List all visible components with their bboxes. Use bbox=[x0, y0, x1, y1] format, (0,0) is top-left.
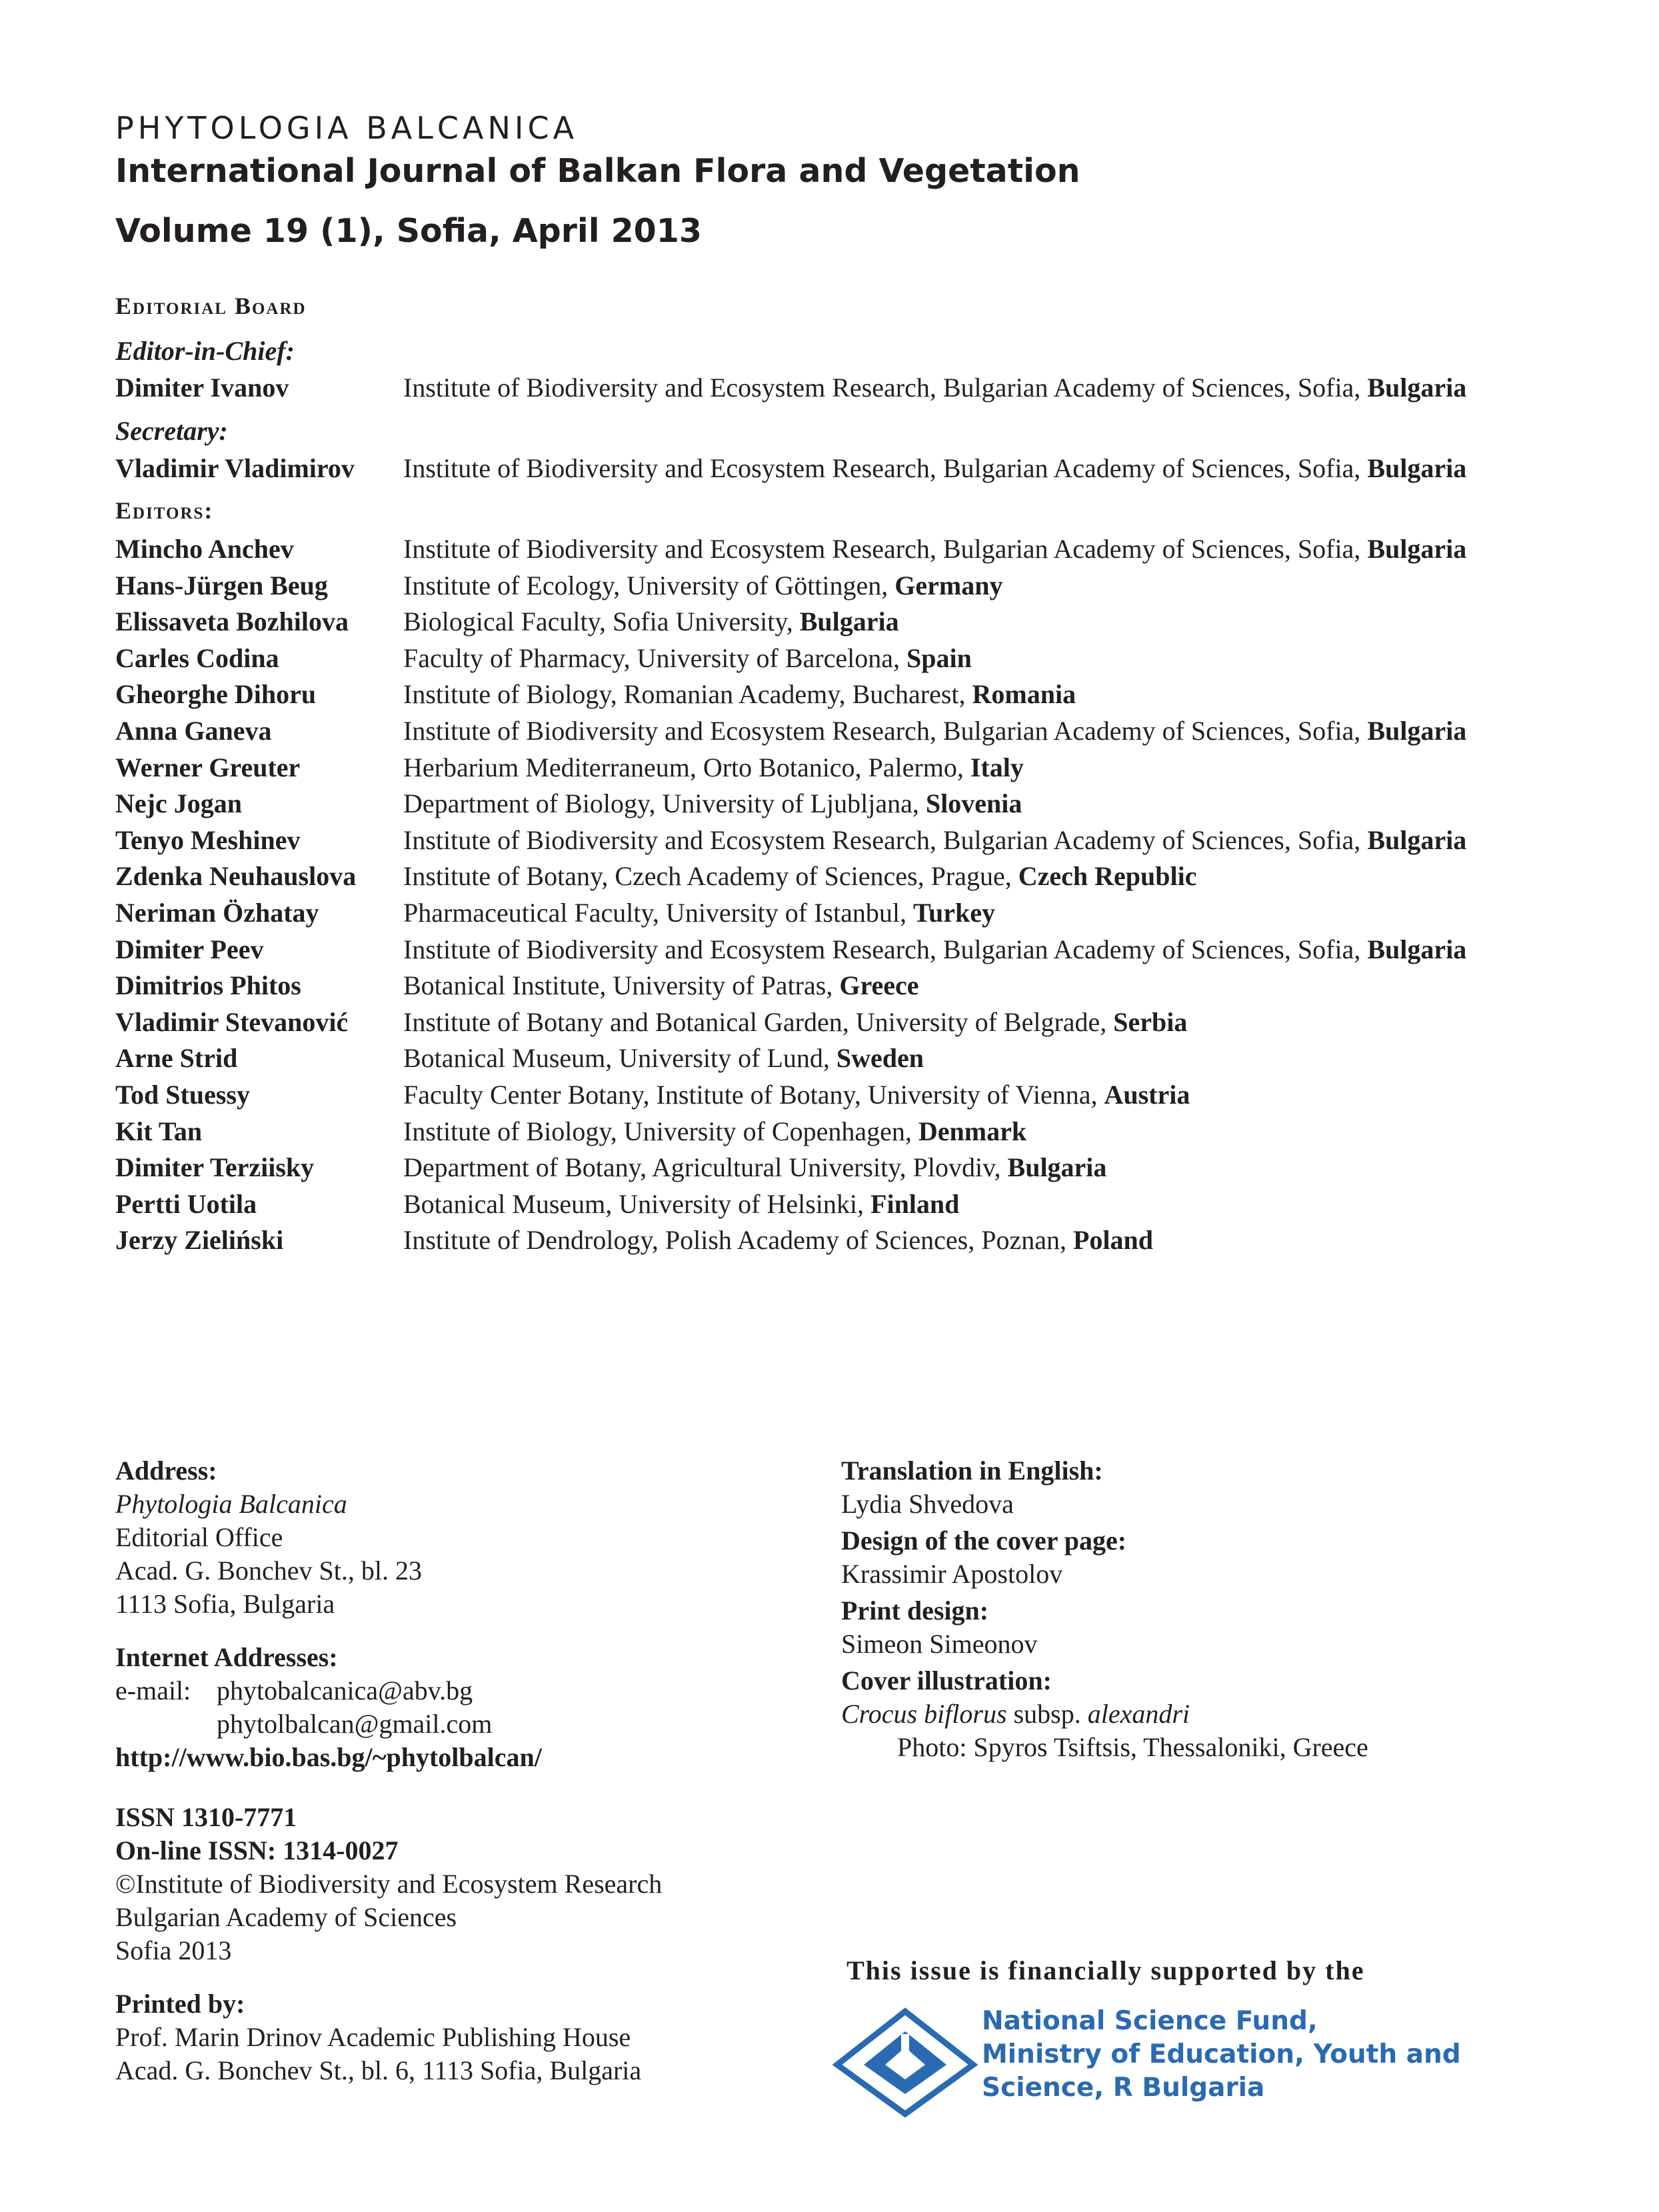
translation-title: Translation in English: bbox=[841, 1456, 1103, 1486]
person-affiliation: Institute of Botany and Botanical Garden, University of Belgrade, Serbia bbox=[403, 1007, 1188, 1037]
address-line: Editorial Office bbox=[115, 1522, 283, 1552]
person-country: Greece bbox=[839, 970, 919, 1000]
person-country: Poland bbox=[1073, 1225, 1154, 1255]
editor-row bbox=[115, 715, 1582, 748]
person-affiliation: Faculty Center Botany, Institute of Botany, University of Vienna, Austria bbox=[403, 1080, 1190, 1110]
person-country: Bulgaria bbox=[1367, 453, 1467, 483]
address-line: Acad. G. Bonchev St., bl. 23 bbox=[115, 1556, 422, 1586]
person-name: Dimiter Peev bbox=[115, 934, 264, 964]
logo-text-line: Ministry of Education, Youth and bbox=[982, 2039, 1461, 2069]
editor-row bbox=[115, 570, 1582, 603]
editor-row bbox=[115, 970, 1582, 1003]
email-link[interactable]: phytobalcanica@abv.bg bbox=[217, 1675, 473, 1705]
person-country: Germany bbox=[894, 570, 1003, 600]
person-name: Gheorghe Dihoru bbox=[115, 679, 317, 709]
person-affiliation: Herbarium Mediterraneum, Orto Botanico, Palermo, Italy bbox=[403, 752, 1024, 782]
person-affiliation: Institute of Dendrology, Polish Academy of Sciences, Poznan, Poland bbox=[403, 1225, 1154, 1255]
person-name: Tenyo Meshinev bbox=[115, 825, 301, 855]
journal-subtitle: International Journal of Balkan Flora and Vegetation bbox=[115, 152, 1080, 190]
person-name: Werner Greuter bbox=[115, 752, 301, 782]
person-name: Vladimir Stevanović bbox=[115, 1007, 349, 1037]
email-label: e-mail: bbox=[115, 1675, 191, 1705]
person-country: Romania bbox=[972, 679, 1076, 709]
print-design-name: Simeon Simeonov bbox=[841, 1629, 1038, 1659]
person-country: Bulgaria bbox=[1367, 825, 1467, 855]
person-country: Bulgaria bbox=[799, 606, 899, 636]
editor-row bbox=[115, 533, 1582, 566]
person-country: Bulgaria bbox=[1367, 373, 1467, 403]
editor-row bbox=[115, 1224, 1582, 1258]
person-country: Italy bbox=[970, 752, 1024, 782]
print-design-title: Print design: bbox=[841, 1596, 989, 1626]
person-affiliation: Institute of Biology, Romanian Academy, Bucharest, Romania bbox=[403, 679, 1076, 709]
person-country: Bulgaria bbox=[1367, 716, 1467, 746]
journal-title: PHYTOLOGIA BALCANICA bbox=[115, 110, 579, 146]
printed-by-title: Printed by: bbox=[115, 1989, 245, 2019]
person-country: Sweden bbox=[836, 1043, 924, 1073]
cover-design-name: Krassimir Apostolov bbox=[841, 1559, 1063, 1589]
person-country: Denmark bbox=[918, 1116, 1027, 1146]
printer-line: Prof. Marin Drinov Academic Publishing House bbox=[115, 2022, 631, 2052]
printer-line: Acad. G. Bonchev St., bl. 6, 1113 Sofia, Bulgaria bbox=[115, 2055, 642, 2085]
person-affiliation: Pharmaceutical Faculty, University of Istanbul, Turkey bbox=[403, 898, 995, 928]
support-statement: This issue is financially supported by the bbox=[846, 1955, 1365, 1985]
person-affiliation: Institute of Biology, University of Copenhagen, Denmark bbox=[403, 1116, 1027, 1146]
person-name: Pertti Uotila bbox=[115, 1189, 257, 1219]
editor-row bbox=[115, 606, 1582, 639]
copyright-line: Bulgarian Academy of Sciences bbox=[115, 1902, 457, 1932]
person-country: Serbia bbox=[1113, 1007, 1188, 1037]
person-affiliation: Faculty of Pharmacy, University of Barcelona, Spain bbox=[403, 643, 972, 673]
logo-text-line: Science, R Bulgaria bbox=[982, 2073, 1265, 2103]
person-name: Tod Stuessy bbox=[115, 1080, 250, 1110]
editor-row bbox=[115, 678, 1582, 712]
person-affiliation: Institute of Ecology, University of Göttingen, Germany bbox=[403, 570, 1003, 600]
editor-row bbox=[115, 752, 1582, 785]
editor-row bbox=[115, 934, 1582, 967]
person-country: Bulgaria bbox=[1367, 534, 1467, 564]
person-name: Jerzy Zieliński bbox=[115, 1225, 284, 1255]
editor-row bbox=[115, 1152, 1582, 1185]
person-affiliation: Biological Faculty, Sofia University, Bulgaria bbox=[403, 606, 899, 636]
cover-design-title: Design of the cover page: bbox=[841, 1526, 1127, 1556]
person-country: Czech Republic bbox=[1018, 861, 1197, 891]
person-country: Austria bbox=[1104, 1080, 1190, 1110]
address-line: Phytologia Balcanica bbox=[115, 1489, 347, 1519]
cover-illustration-title: Cover illustration: bbox=[841, 1665, 1052, 1695]
person-affiliation: Botanical Museum, University of Helsinki, Finland bbox=[403, 1189, 960, 1219]
issn-print: ISSN 1310-7771 bbox=[115, 1802, 297, 1832]
person-affiliation: Institute of Biodiversity and Ecosystem Research, Bulgarian Academy of Sciences, Sofia, Bulgaria bbox=[403, 453, 1467, 483]
person-affiliation: Botanical Museum, University of Lund, Sweden bbox=[403, 1043, 924, 1073]
person-name: Dimitrios Phitos bbox=[115, 970, 301, 1000]
person-country: Turkey bbox=[912, 898, 995, 928]
person-name: Nejc Jogan bbox=[115, 788, 242, 818]
editor-row bbox=[115, 897, 1582, 930]
person-affiliation: Department of Biology, University of Ljubljana, Slovenia bbox=[403, 788, 1022, 818]
person-affiliation: Institute of Biodiversity and Ecosystem Research, Bulgarian Academy of Sciences, Sofia, Bulgaria bbox=[403, 373, 1467, 403]
person-affiliation: Department of Botany, Agricultural University, Plovdiv, Bulgaria bbox=[403, 1152, 1107, 1182]
nsf-logo-icon bbox=[832, 2006, 978, 2119]
issn-online: On-line ISSN: 1314-0027 bbox=[115, 1835, 399, 1865]
editors-heading: Editors: bbox=[115, 497, 214, 524]
person-country: Bulgaria bbox=[1007, 1152, 1107, 1182]
editor-in-chief-label: Editor-in-Chief: bbox=[115, 336, 295, 366]
chief-row bbox=[115, 372, 1582, 405]
editor-row bbox=[115, 1006, 1582, 1040]
person-affiliation: Institute of Botany, Czech Academy of Sciences, Prague, Czech Republic bbox=[403, 861, 1197, 891]
internet-title: Internet Addresses: bbox=[115, 1642, 338, 1672]
editor-row bbox=[115, 642, 1582, 676]
editor-row bbox=[115, 788, 1582, 821]
person-name: Zdenka Neuhauslova bbox=[115, 861, 357, 891]
secretary-label: Secretary: bbox=[115, 416, 228, 446]
journal-volume: Volume 19 (1), Sofia, April 2013 bbox=[115, 212, 702, 250]
person-name: Arne Strid bbox=[115, 1043, 238, 1073]
person-name: Dimiter Ivanov bbox=[115, 373, 289, 403]
secretary-row bbox=[115, 453, 1582, 486]
person-name: Elissaveta Bozhilova bbox=[115, 606, 349, 636]
editor-row bbox=[115, 1116, 1582, 1149]
person-name: Vladimir Vladimirov bbox=[115, 453, 355, 483]
person-country: Bulgaria bbox=[1367, 934, 1467, 964]
person-name: Kit Tan bbox=[115, 1116, 203, 1146]
email-link[interactable]: phytolbalcan@gmail.com bbox=[217, 1709, 493, 1739]
person-affiliation: Institute of Biodiversity and Ecosystem Research, Bulgarian Academy of Sciences, Sofia, Bulgaria bbox=[403, 825, 1467, 855]
person-affiliation: Institute of Biodiversity and Ecosystem Research, Bulgarian Academy of Sciences, Sofia, Bulgaria bbox=[403, 934, 1467, 964]
editor-row bbox=[115, 860, 1582, 894]
editor-row bbox=[115, 1042, 1582, 1076]
editor-row bbox=[115, 1188, 1582, 1222]
editor-row bbox=[115, 1079, 1582, 1112]
person-name: Carles Codina bbox=[115, 643, 279, 673]
person-affiliation: Botanical Institute, University of Patras, Greece bbox=[403, 970, 919, 1000]
cover-illustration-species: Crocus biflorus subsp. alexandri bbox=[841, 1699, 1190, 1729]
person-name: Neriman Özhatay bbox=[115, 898, 319, 928]
person-affiliation: Institute of Biodiversity and Ecosystem Research, Bulgarian Academy of Sciences, Sofia, Bulgaria bbox=[403, 534, 1467, 564]
person-name: Mincho Anchev bbox=[115, 534, 294, 564]
photo-credit: Photo: Spyros Tsiftsis, Thessaloniki, Greece bbox=[897, 1732, 1368, 1762]
translation-name: Lydia Shvedova bbox=[841, 1489, 1014, 1519]
person-country: Finland bbox=[870, 1189, 960, 1219]
person-name: Anna Ganeva bbox=[115, 716, 272, 746]
copyright-line: ©Institute of Biodiversity and Ecosystem Research bbox=[115, 1869, 663, 1899]
logo-text-line: National Science Fund, bbox=[982, 2006, 1318, 2036]
person-affiliation: Institute of Biodiversity and Ecosystem Research, Bulgarian Academy of Sciences, Sofia, Bulgaria bbox=[403, 716, 1467, 746]
copyright-line: Sofia 2013 bbox=[115, 1935, 232, 1965]
editorial-board-heading: Editorial Board bbox=[115, 293, 307, 319]
editor-row bbox=[115, 824, 1582, 858]
website-link[interactable]: http://www.bio.bas.bg/~phytolbalcan/ bbox=[115, 1742, 542, 1772]
address-line: 1113 Sofia, Bulgaria bbox=[115, 1589, 335, 1619]
person-country: Spain bbox=[906, 643, 972, 673]
person-country: Slovenia bbox=[925, 788, 1022, 818]
person-name: Dimiter Terziisky bbox=[115, 1152, 315, 1182]
address-title: Address: bbox=[115, 1456, 217, 1486]
person-name: Hans-Jürgen Beug bbox=[115, 570, 328, 600]
